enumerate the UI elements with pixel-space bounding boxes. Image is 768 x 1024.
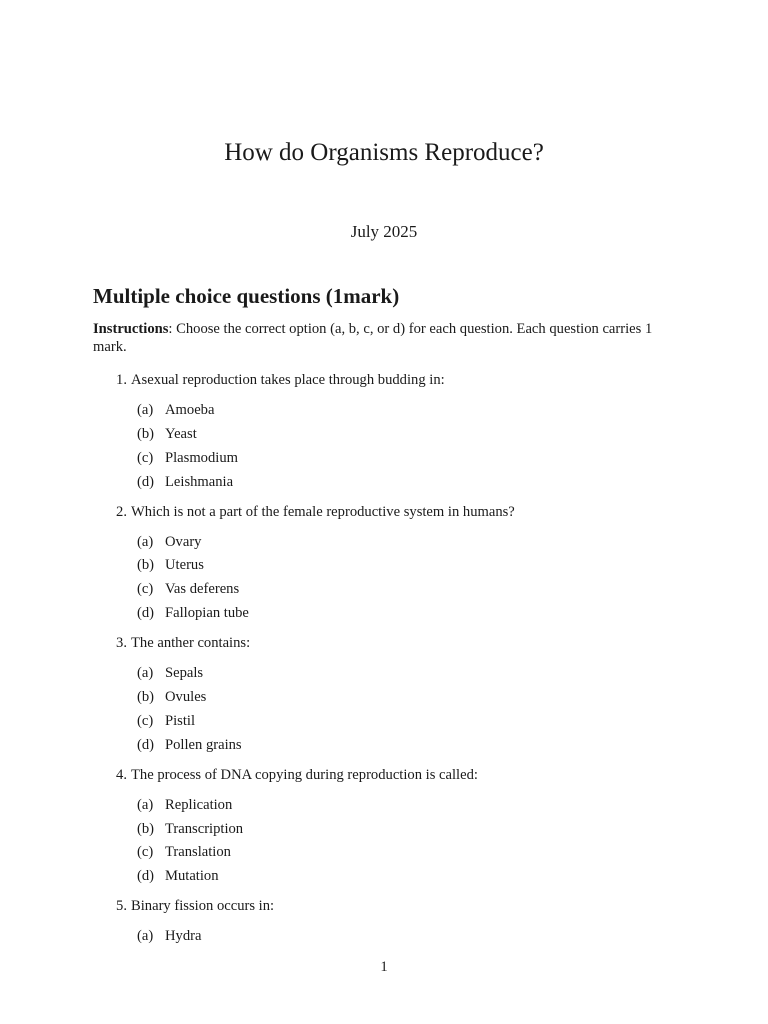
option-text: Ovary [165,533,202,550]
answer-option [93,423,693,447]
answer-option [93,925,693,949]
document-date: July 2025 [350,222,418,241]
option-text: Pistil [165,712,196,729]
option-text: Amoeba [165,402,215,418]
option-label: (b) [137,820,155,837]
option-label: (c) [137,844,154,861]
document-title: How do Organisms Reproduce? [224,139,544,166]
option-label: (c) [137,712,154,729]
answer-option [93,578,693,602]
answer-option [93,531,693,555]
option-text: Fallopian tube [165,605,249,622]
question-line [93,369,693,391]
question-text: The anther contains: [131,635,251,652]
option-label: (d) [137,605,155,622]
question-line [93,764,693,786]
question-item [93,501,693,627]
option-label: (a) [137,665,154,682]
question-line [93,895,693,917]
question-number: 2. [116,503,127,520]
option-label: (a) [137,402,154,418]
question-line [93,632,693,654]
option-text: Uterus [165,557,204,574]
answer-option [93,686,693,710]
question-item [93,632,693,758]
option-text: Pollen grains [165,736,242,753]
question-item [93,369,693,495]
question-item [93,764,693,890]
question-item [93,895,693,949]
answer-option [93,794,693,818]
answer-option [93,447,693,471]
option-text: Mutation [165,868,219,885]
option-list [93,399,693,495]
instructions-paragraph [93,320,683,356]
question-line [93,501,693,523]
answer-option [93,662,693,686]
option-text: Hydra [165,928,202,945]
option-label: (a) [137,928,154,945]
answer-option [93,602,693,626]
option-label: (c) [137,449,154,466]
question-text: Binary fission occurs in: [131,898,275,915]
instructions-text: : Choose the correct option (a, b, c, or d) for each question. Each question carries 1 mark. [93,321,653,355]
option-label: (b) [137,557,155,574]
option-label: (b) [137,689,155,706]
option-label: (c) [137,581,154,598]
answer-option [93,865,693,889]
option-label: (b) [137,425,155,442]
question-list [93,369,693,955]
option-label: (d) [137,868,155,885]
option-text: Vas deferens [165,581,240,598]
answer-option [93,554,693,578]
option-label: (a) [137,796,154,813]
option-text: Leishmania [165,473,234,490]
option-label: (a) [137,533,154,550]
option-text: Ovules [165,689,207,706]
question-number: 3. [116,635,127,652]
option-list [93,531,693,627]
section-heading: Multiple choice questions (1mark) [93,284,400,308]
option-text: Plasmodium [165,449,238,466]
option-text: Sepals [165,665,204,682]
answer-option [93,841,693,865]
question-number: 5. [116,898,127,915]
instructions-label: Instructions [93,321,169,337]
option-text: Yeast [165,425,197,442]
option-label: (d) [137,736,155,753]
option-text: Replication [165,796,233,813]
option-text: Translation [165,844,231,861]
option-text: Transcription [165,820,244,837]
answer-option [93,734,693,758]
answer-option [93,471,693,495]
answer-option [93,818,693,842]
question-text: Asexual reproduction takes place through budding in: [131,372,445,388]
answer-option [93,399,693,423]
page-number: 1 [380,959,388,975]
option-label: (d) [137,473,155,490]
question-text: The process of DNA copying during reproduction is called: [131,766,478,783]
question-number: 1. [116,372,127,388]
option-list [93,794,693,890]
question-text: Which is not a part of the female reproductive system in humans? [131,503,515,520]
question-number: 4. [116,766,127,783]
option-list [93,925,693,949]
answer-option [93,710,693,734]
option-list [93,662,693,758]
